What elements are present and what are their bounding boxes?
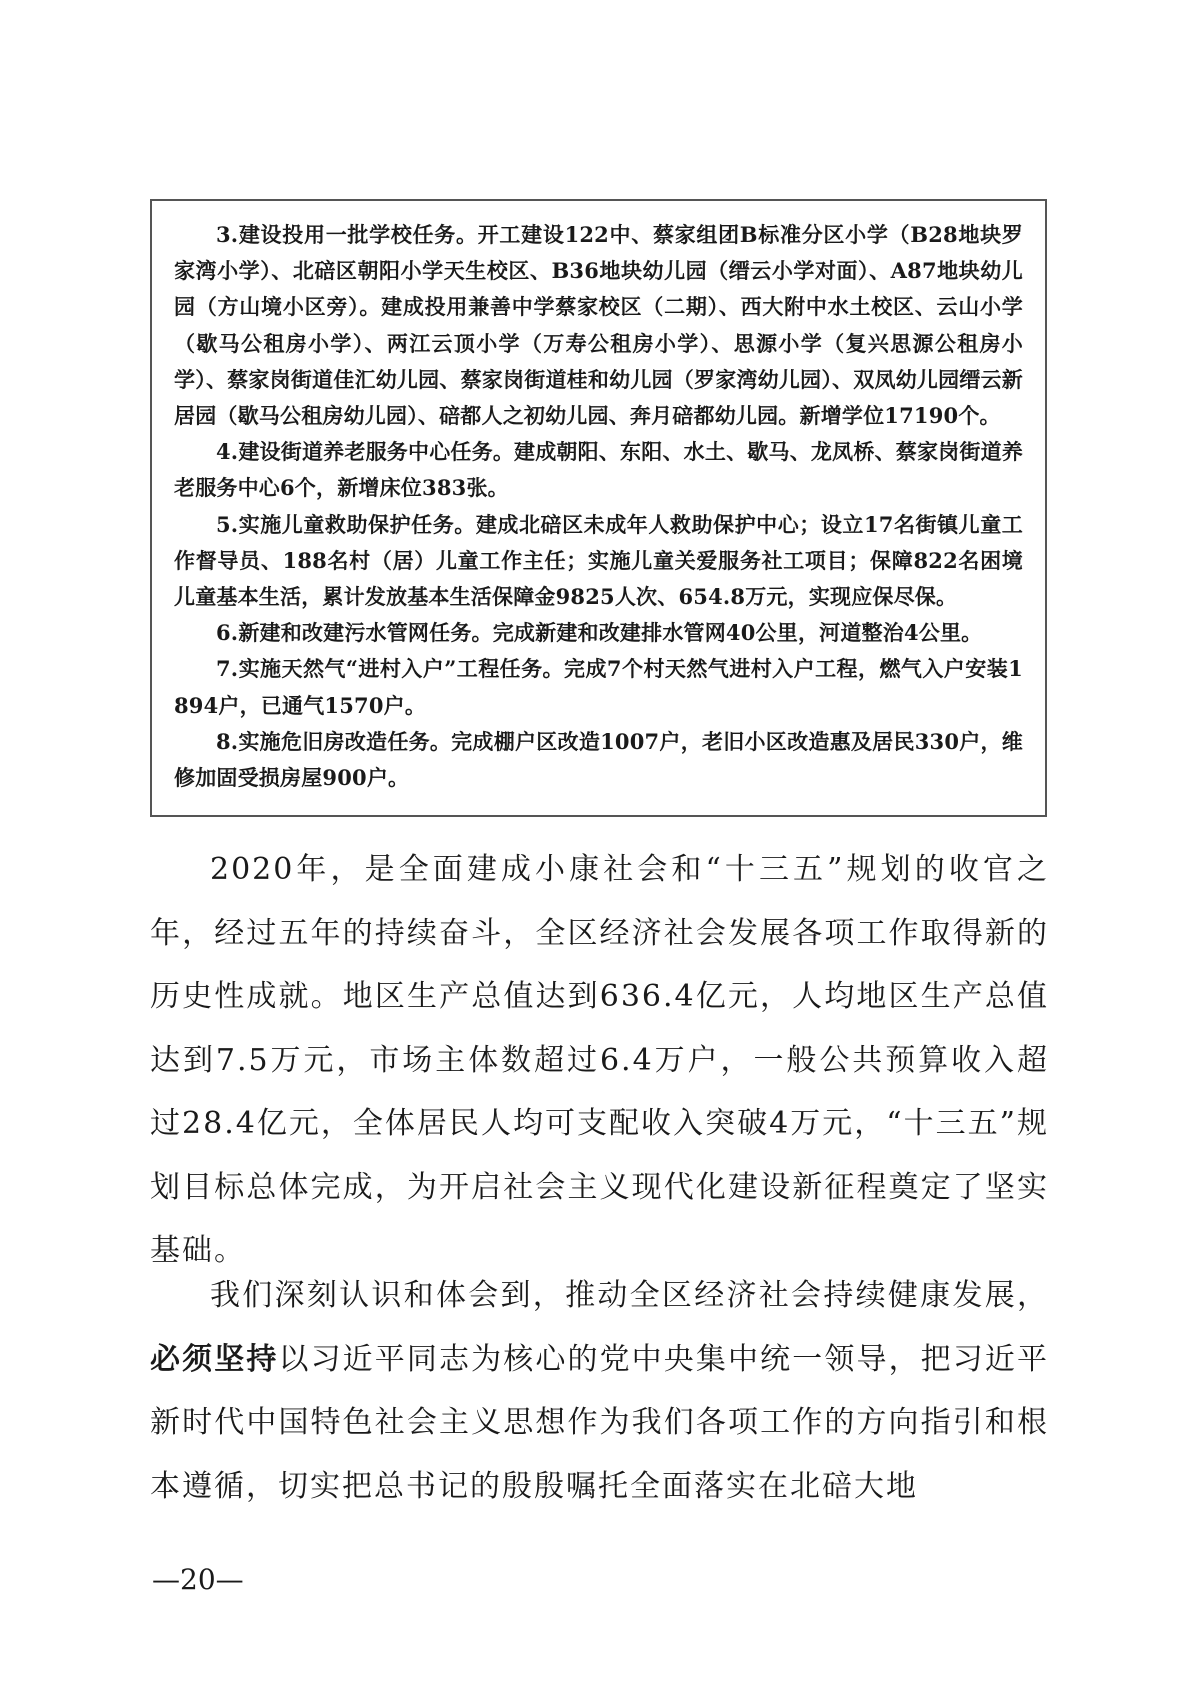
- task-item-4: 4.建设街道养老服务中心任务。建成朝阳、东阳、水土、歇马、龙凤桥、蔡家岗街道养老服务中心6个，新增床位383张。: [174, 439, 1023, 501]
- task-item-8: 8.实施危旧房改造任务。完成棚户区改造1007户，老旧小区改造惠及居民330户，维修加固受损房屋900户。: [174, 728, 1023, 791]
- body-paragraph-1: 2020年，是全面建成小康社会和“十三五”规划的收官之年，经过五年的持续奋斗，全区经济社会发展各项工作取得新的历史性成就。地区生产总值达到636.4亿元，人均地区生产总值达到7.5万元，市场主体数超过6.4万户，一般公共预算收入超过28.4亿元，全体居民人均可支配收入突破4万元，“十三五”规划目标总体完成，为开启社会主义现代化建设新征程奠定了坚实基础。: [150, 852, 1049, 1268]
- task-item-3: 3.建设投用一批学校任务。开工建设122中、蔡家组团B标准分区小学（B28地块罗家湾小学）、北碚区朝阳小学天生校区、B36地块幼儿园（缙云小学对面）、A87地块幼儿园（方山境小区旁）。建成投用兼善中学蔡家校区（二期）、西大附中水土校区、云山小学（歇马公租房小学）、两江云顶小学（万寿公租房小学）、思源小学（复兴思源公租房小学）、蔡家岗街道佳汇幼儿园、蔡家岗街道桂和幼儿园（罗家湾幼儿园）、双凤幼儿园缙云新居园（歇马公租房幼儿园）、碚都人之初幼儿园、奔月碚都幼儿园。新增学位17190个。: [174, 222, 1023, 429]
- paragraph-2-lead: 我们深刻认识和体会到，推动全区经济社会持续健康发展，: [210, 1278, 1049, 1313]
- task-list-box: [150, 199, 1047, 817]
- paragraph-2-emphasis: 必须坚持: [150, 1341, 279, 1377]
- page-number: —20—: [152, 1563, 244, 1596]
- task-item-5: 5.实施儿童救助保护任务。建成北碚区未成年人救助保护中心；设立17名街镇儿童工作督导员、188名村（居）儿童工作主任；实施儿童关爱服务社工项目；保障822名困境儿童基本生活，累计发放基本生活保障金9825人次、654.8万元，实现应保尽保。: [174, 511, 1023, 610]
- paragraph-2-rest: 以习近平同志为核心的党中央集中统一领导，把习近平新时代中国特色社会主义思想作为我们各项工作的方向指引和根本遵循，切实把总书记的殷殷嘱托全面落实在北碚大地: [150, 1341, 1050, 1504]
- task-item-6: 6.新建和改建污水管网任务。完成新建和改建排水管网40公里，河道整治4公里。: [216, 620, 983, 646]
- body-paragraph-2: [150, 1264, 1049, 1518]
- task-item-7: 7.实施天然气“进村入户”工程任务。完成7个村天然气进村入户工程，燃气入户安装1894户，已通气1570户。: [174, 656, 1023, 718]
